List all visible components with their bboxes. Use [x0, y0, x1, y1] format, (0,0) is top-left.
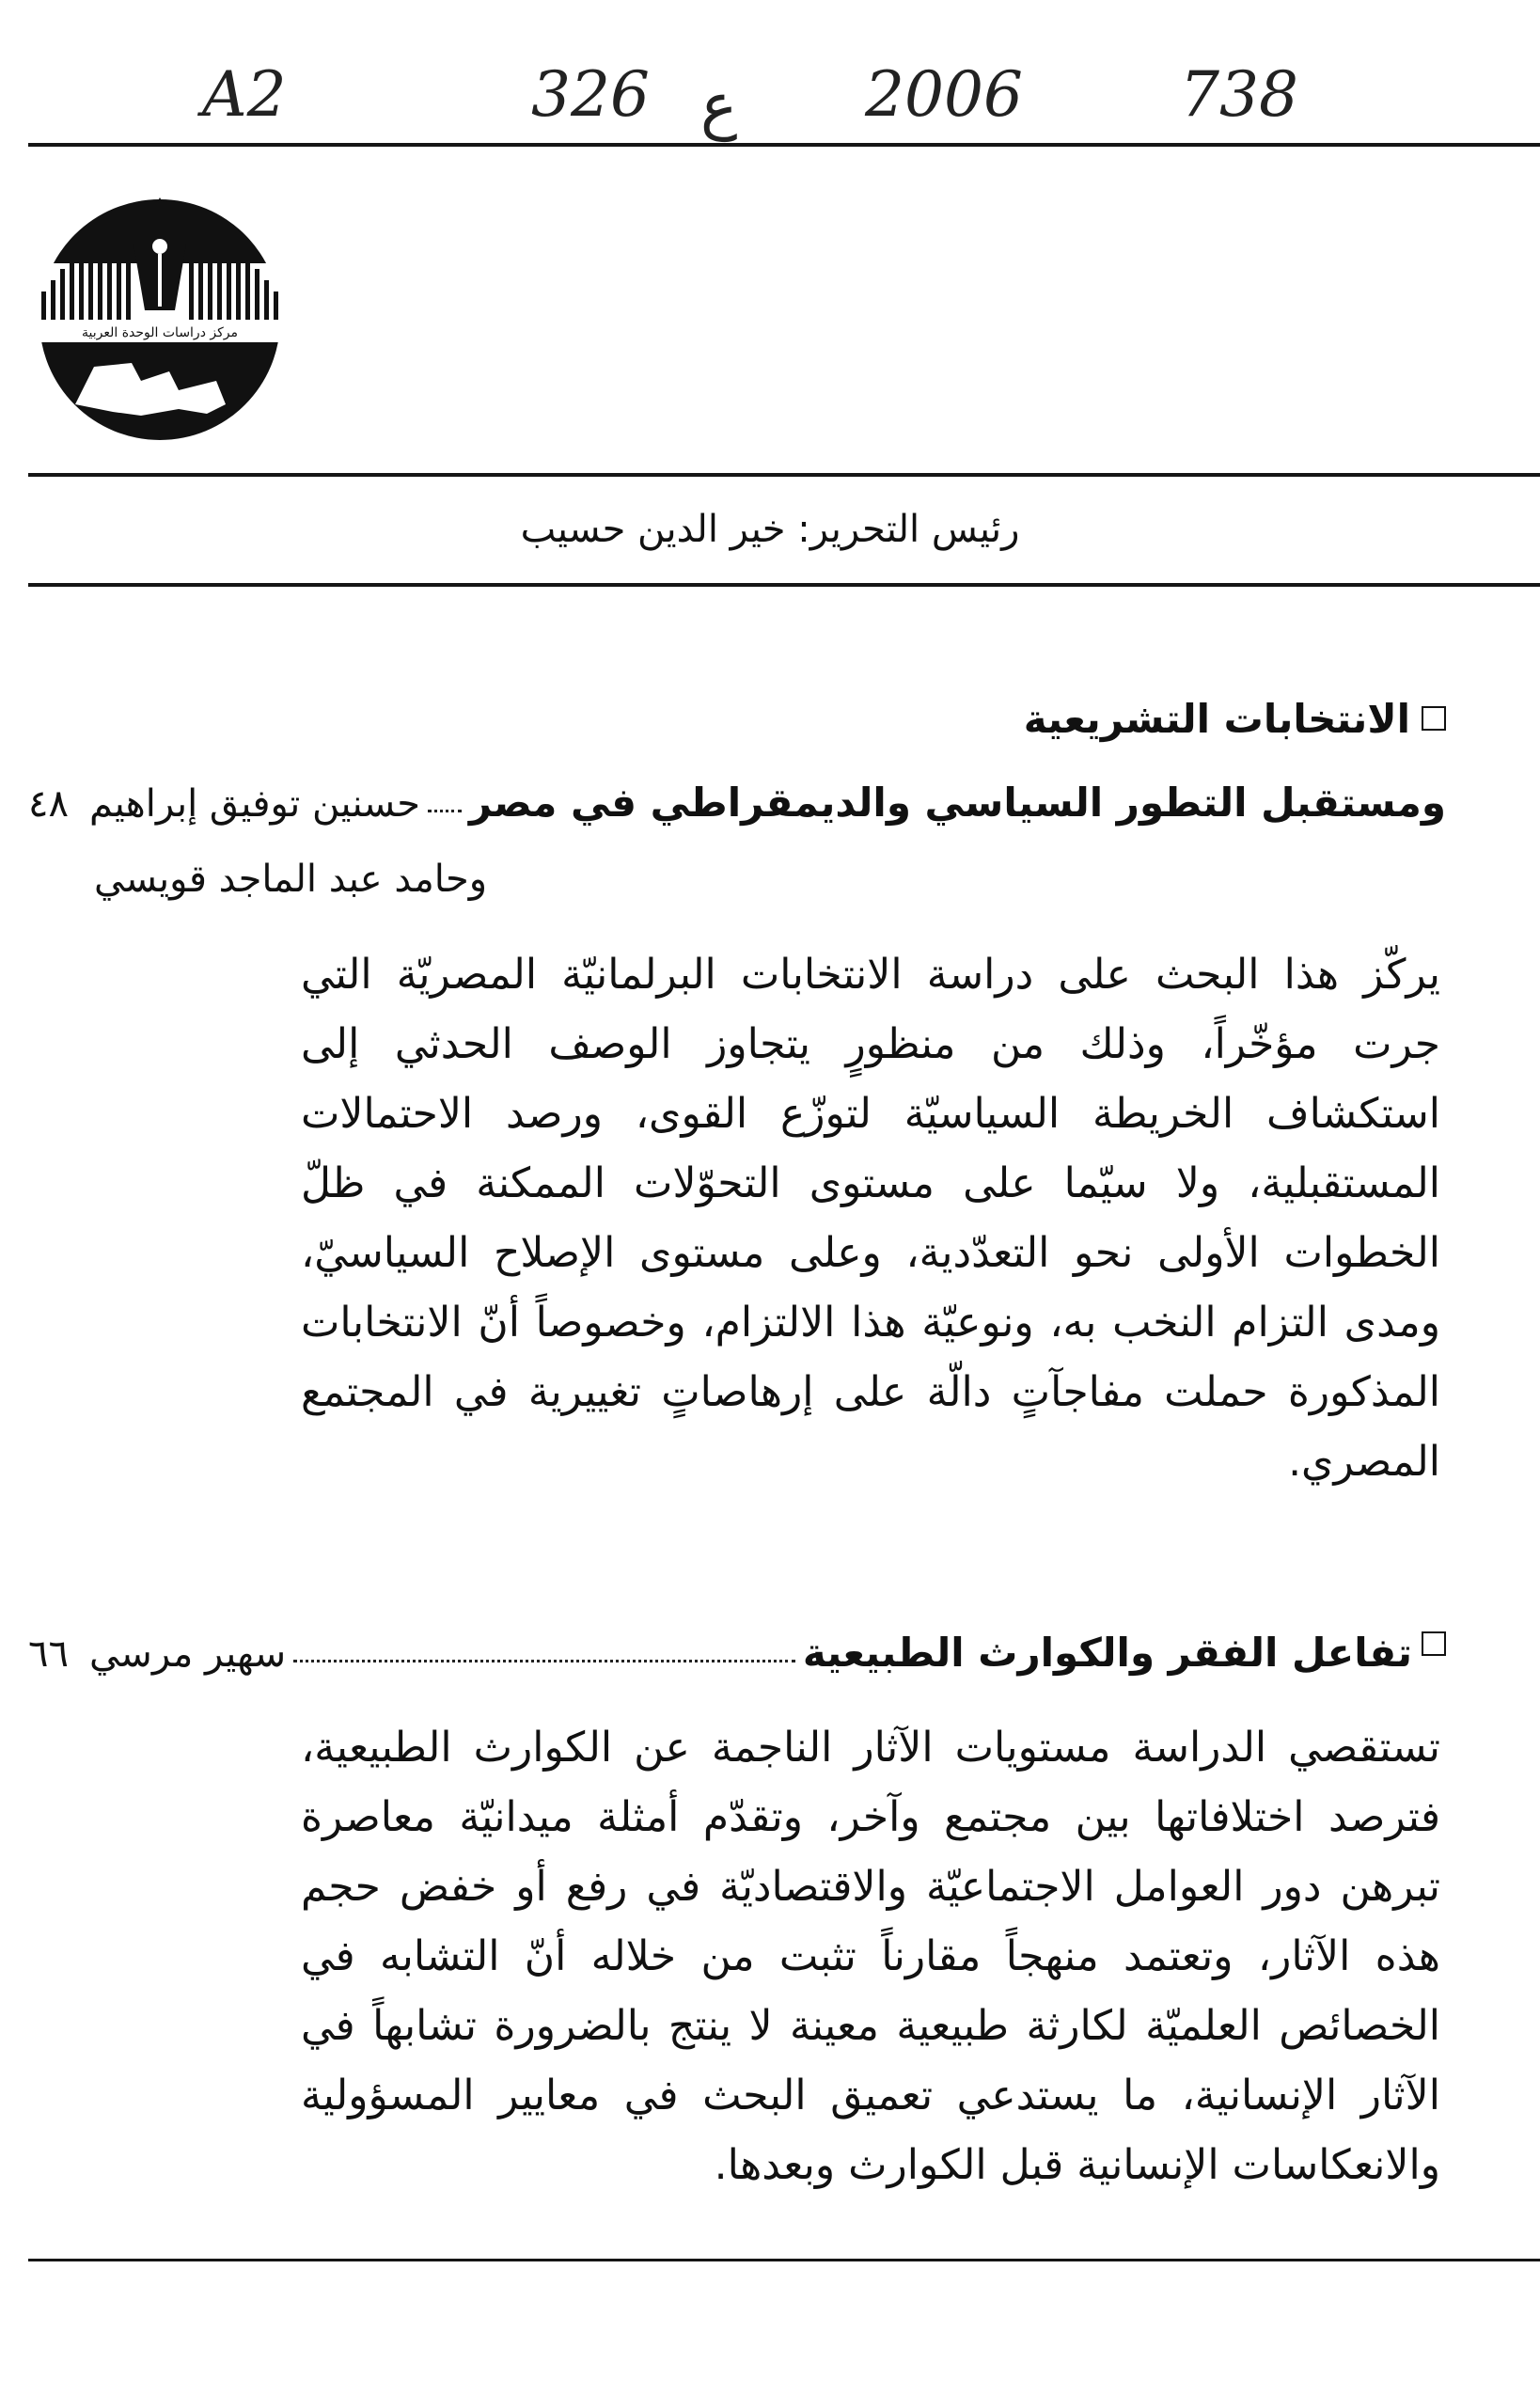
top-rule [28, 143, 1540, 147]
section2-author: سهير مرسي [88, 1632, 287, 1676]
section1-heading [1024, 696, 1446, 742]
section2-title: تفاعل الفقر والكوارث الطبيعية [802, 1630, 1412, 1676]
section1-toc-line [28, 769, 1446, 826]
bottom-rule [28, 2259, 1540, 2261]
section1-author: حسنين توفيق إبراهيم [88, 782, 420, 826]
section1-heading-text: الانتخابات التشريعية [1023, 696, 1410, 742]
checkbox-square-icon [1422, 1631, 1446, 1656]
handwritten-id: 738 [1180, 58, 1298, 131]
section2-page-number: ٦٦ [28, 1632, 69, 1676]
section1-abstract: يركّز هذا البحث على دراسة الانتخابات البرلمانيّة المصريّة التي جرت مؤخّراً، وذلك من منظورٍ يتجاوز الوصف الحدثي إلى استكشاف الخريطة السياسيّة لتوزّع القوى، ورصد الاحتمالات المستقبلية، ولا سيّما على مستوى التحوّلات الممكنة في ظلّ الخطوات الأولى نحو التعدّدية، وعلى مستوى الإصلاح السياسيّ، ومدى التزام النخب به، ونوعيّة هذا الالتزام، وخصوصاً أنّ الانتخابات المذكورة حملت مفاجآتٍ دالّة على إرهاصاتٍ تغييرية في المجتمع المصري. [301, 951, 1440, 1486]
section2-toc-line [28, 1619, 1446, 1676]
section1-leader-dots [428, 810, 462, 812]
section2-abstract: تستقصي الدراسة مستويات الآثار الناجمة عن الكوارث الطبيعية، فترصد اختلافاتها بين مجتمع وآخر، وتقدّم أمثلة ميدانيّة معاصرة تبرهن دور العوامل الاجتماعيّة والاقتصاديّة في رفع أو خفض حجم هذه الآثار، وتعتمد منهجاً مقارناً تثبت من خلاله أنّ التشابه في الخصائص العلميّة لكارثة طبيعية معينة لا ينتج بالضرورة تشابهاً في الآثار الإنسانية، ما يستدعي تعميق البحث في معايير المسؤولية والانعكاسات الإنسانية قبل الكوارث وبعدها. [301, 1724, 1440, 2189]
section2-leader-dots [293, 1660, 795, 1662]
logo-emblem-icon [28, 179, 291, 442]
logo-text: مركز دراسات الوحدة العربية [81, 325, 239, 340]
editor-in-chief: رئيس التحرير: خير الدين حسيب [520, 508, 1020, 551]
checkbox-square-icon [1422, 706, 1446, 731]
section1-title: ومستقبل التطور السياسي والديمقراطي في مصر [468, 780, 1446, 826]
center-logo [28, 179, 291, 442]
masthead-rule-top [28, 473, 1540, 477]
handwritten-year: 2006 [865, 58, 1023, 131]
masthead-rule-bottom [28, 583, 1540, 587]
section1-coauthor: وحامد عبد الماجد قويسي [94, 858, 488, 901]
handwritten-letter: ع [700, 70, 738, 142]
section1-page-number: ٤٨ [28, 782, 69, 826]
handwritten-number: 326 [531, 58, 650, 131]
handwritten-code: A2 [202, 58, 287, 131]
